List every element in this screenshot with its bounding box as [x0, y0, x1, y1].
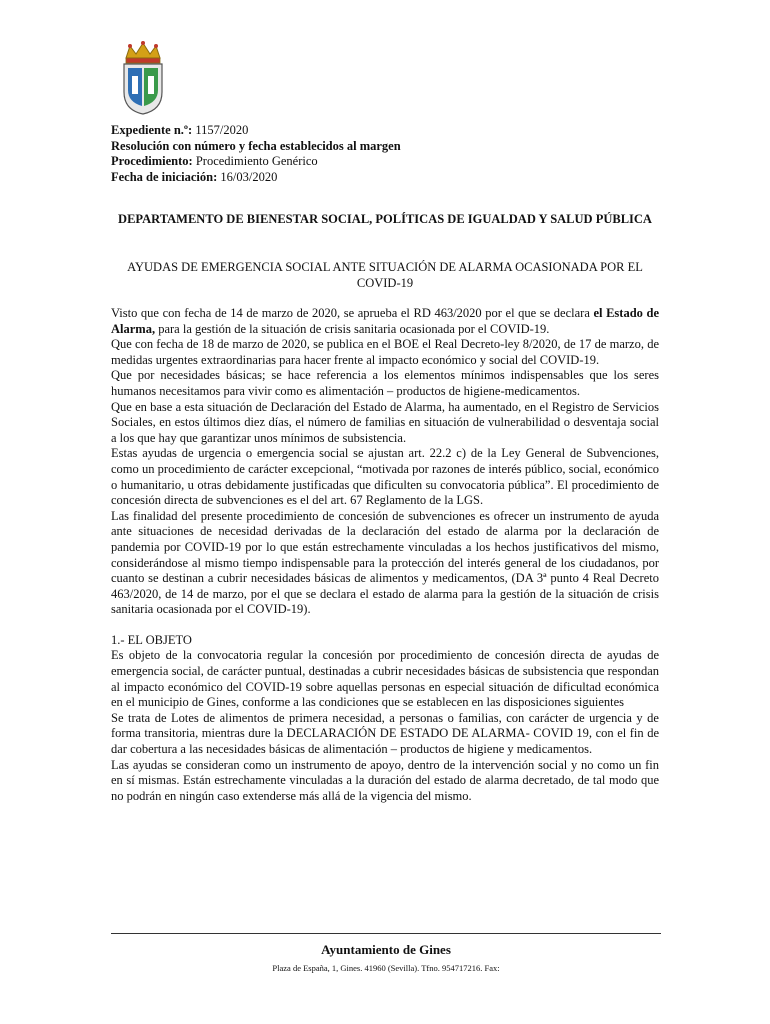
document-subtitle: AYUDAS DE EMERGENCIA SOCIAL ANTE SITUACIÓN DE ALARMA OCASIONADA POR EL COVID-19 — [127, 260, 643, 290]
expediente-line: Expediente n.º: 1157/2020 — [111, 123, 249, 137]
footer-divider — [111, 933, 661, 934]
document-body — [111, 306, 659, 804]
paragraph: Estas ayudas de urgencia o emergencia social se ajustan art. 22.2 c) de la Ley General de Subvenciones, como un procedimiento de carácter excepcional, “motivada por razones de interés público, social, económico o humanitario, u otras debidamente justificadas que dificulten su convocatoria pública”. El procedimiento de concesión directa de subvenciones es el del art. 67 Reglamento de la LGS. — [111, 446, 659, 508]
paragraph: Las ayudas se consideran como un instrumento de apoyo, dentro de la intervención social y no como un fin en sí mismas. Están estrechamente vinculadas a la duración del estado de alarma decretado, de tal modo que no podrán en ningún caso extenderse más allá de la vigencia del mismo. — [111, 757, 659, 803]
fecha-line: Fecha de iniciación: 16/03/2020 — [111, 169, 278, 184]
paragraph: Visto que con fecha de 14 de marzo de 2020, se aprueba el RD 463/2020 por el que se declara el Estado de Alarma, para la gestión de la situación de crisis sanitaria ocasionada por el COVID-19. — [111, 306, 659, 336]
paragraph: Las finalidad del presente procedimiento de concesión de subvenciones es ofrecer un instrumento de ayuda ante situaciones de necesidad derivadas de la declaración del estado de alarma por la declaración de pandemia por COVID-19 por lo que están estrechamente vinculadas a los hechos justificativos del mismo, considerándose al mismo tiempo indispensable para la protección del interés general de los ciudadanos, por cuanto se destinan a cubrir necesidades básicas de alimentos y medicamentos, (DA 3ª punto 4 Real Decreto 463/2020, de 14 de marzo, por el que se declara el estado de alarma para la gestión de la situación de crisis sanitaria ocasionada por el COVID-19). — [111, 508, 659, 617]
footer-organization: Ayuntamiento de Gines — [321, 942, 451, 957]
department-title: DEPARTAMENTO DE BIENESTAR SOCIAL, POLÍTICAS DE IGUALDAD Y SALUD PÚBLICA — [118, 212, 652, 226]
file-metadata — [111, 123, 401, 185]
section-heading: 1.- EL OBJETO — [111, 632, 192, 647]
paragraph: Es objeto de la convocatoria regular la concesión por procedimiento de concesión directa de ayudas de emergencia social, de carácter puntual, destinadas a cubrir necesidades básicas de subsistencia que respondan al impacto económico del COVID-19 sobre aquellas personas en especial situación de dificultad económica en el municipio de Gines, conforme a las condiciones que se establecen en las disposiciones siguientes — [111, 648, 659, 710]
resolucion-line: Resolución con número y fecha establecidos al margen — [111, 138, 401, 153]
paragraph: Que con fecha de 18 de marzo de 2020, se publica en el BOE el Real Decreto-ley 8/2020, de 17 de marzo, de medidas urgentes extraordinarias para hacer frente al impacto económico y social del COVID-19. — [111, 337, 659, 367]
footer-address: Plaza de España, 1, Gines. 41960 (Sevilla). Tfno. 954717216. Fax: — [272, 963, 500, 973]
paragraph: Que en base a esta situación de Declaración del Estado de Alarma, ha aumentado, en el Registro de Servicios Sociales, en estos últimos diez días, el número de familias en situación de vulnerabilidad o desventaja social a los que hay que garantizar unos mínimos de subsistencia. — [111, 399, 659, 445]
procedimiento-line: Procedimiento: Procedimiento Genérico — [111, 154, 318, 168]
paragraph: Se trata de Lotes de alimentos de primera necesidad, a personas o familias, con carácter de urgencia y de forma transitoria, mientras dure la DECLARACIÓN DE ESTADO DE ALARMA- COVID 19, con el fin de dar cobertura a las necesidades básicas de alimentación – productos de higiene y medicamentos. — [111, 710, 659, 757]
municipal-coat-of-arms — [118, 40, 168, 116]
paragraph: Que por necesidades básicas; se hace referencia a los elementos mínimos indispensables que los seres humanos necesitamos para vivir como es alimentación – productos de higiene-medicamentos. — [111, 368, 659, 398]
